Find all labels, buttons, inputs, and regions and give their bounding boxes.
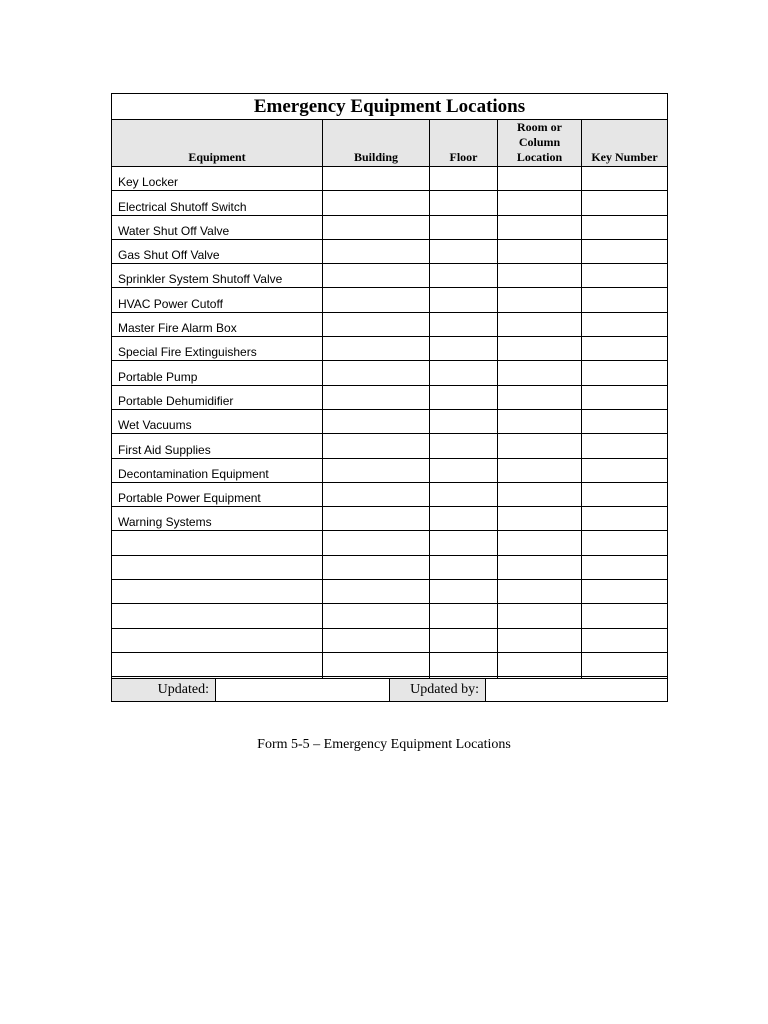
updated-field[interactable] (216, 679, 390, 702)
equipment-cell: Warning Systems (112, 507, 323, 531)
building-cell[interactable] (323, 507, 430, 531)
header-room-line3: Location (516, 150, 563, 164)
building-cell[interactable] (323, 239, 430, 263)
building-cell[interactable] (323, 409, 430, 433)
key-number-cell[interactable] (582, 215, 668, 239)
building-cell[interactable] (323, 652, 430, 676)
equipment-cell: Sprinkler System Shutoff Valve (112, 264, 323, 288)
key-number-cell[interactable] (582, 434, 668, 458)
floor-cell[interactable] (430, 580, 498, 604)
table-row (112, 167, 668, 191)
room-location-cell[interactable] (498, 458, 582, 482)
updated-label: Updated: (112, 679, 216, 702)
floor-cell[interactable] (430, 482, 498, 506)
floor-cell[interactable] (430, 215, 498, 239)
equipment-cell: Wet Vacuums (112, 409, 323, 433)
equipment-cell: First Aid Supplies (112, 434, 323, 458)
room-location-cell[interactable] (498, 385, 582, 409)
table-row (112, 604, 668, 628)
header-room-location (498, 120, 582, 167)
key-number-cell[interactable] (582, 507, 668, 531)
room-location-cell[interactable] (498, 312, 582, 336)
updated-by-field[interactable] (486, 679, 668, 702)
footer-table (111, 678, 668, 702)
equipment-cell: Portable Dehumidifier (112, 385, 323, 409)
room-location-cell[interactable] (498, 555, 582, 579)
key-number-cell[interactable] (582, 288, 668, 312)
floor-cell[interactable] (430, 555, 498, 579)
building-cell[interactable] (323, 288, 430, 312)
room-location-cell[interactable] (498, 191, 582, 215)
table-row (112, 652, 668, 676)
key-number-cell[interactable] (582, 239, 668, 263)
equipment-cell (112, 555, 323, 579)
table-row (112, 531, 668, 555)
key-number-cell[interactable] (582, 482, 668, 506)
key-number-cell[interactable] (582, 264, 668, 288)
table-row (112, 288, 668, 312)
room-location-cell[interactable] (498, 604, 582, 628)
key-number-cell[interactable] (582, 652, 668, 676)
key-number-cell[interactable] (582, 555, 668, 579)
key-number-cell[interactable] (582, 604, 668, 628)
equipment-locations-table (111, 93, 668, 702)
room-location-cell[interactable] (498, 628, 582, 652)
equipment-cell: Gas Shut Off Valve (112, 239, 323, 263)
equipment-cell (112, 531, 323, 555)
table-row (112, 580, 668, 604)
key-number-cell[interactable] (582, 337, 668, 361)
room-location-cell[interactable] (498, 215, 582, 239)
floor-cell[interactable] (430, 385, 498, 409)
building-cell[interactable] (323, 312, 430, 336)
room-location-cell[interactable] (498, 482, 582, 506)
floor-cell[interactable] (430, 628, 498, 652)
floor-cell[interactable] (430, 507, 498, 531)
floor-cell[interactable] (430, 409, 498, 433)
key-number-cell[interactable] (582, 385, 668, 409)
table-row (112, 337, 668, 361)
floor-cell[interactable] (430, 239, 498, 263)
table-row (112, 482, 668, 506)
header-room-line1: Room or (517, 120, 562, 134)
form-caption: Form 5-5 – Emergency Equipment Locations (257, 737, 511, 752)
header-room-line2: Column (518, 135, 561, 149)
building-cell[interactable] (323, 580, 430, 604)
item-rows (112, 167, 668, 702)
floor-cell[interactable] (430, 191, 498, 215)
table-row (112, 264, 668, 288)
floor-cell[interactable] (430, 531, 498, 555)
key-number-cell[interactable] (582, 628, 668, 652)
room-location-cell[interactable] (498, 434, 582, 458)
key-number-cell[interactable] (582, 191, 668, 215)
table-row (112, 385, 668, 409)
equipment-cell (112, 652, 323, 676)
header-floor: Floor (430, 120, 498, 167)
floor-cell[interactable] (430, 312, 498, 336)
table-row (112, 191, 668, 215)
equipment-cell: Decontamination Equipment (112, 458, 323, 482)
building-cell[interactable] (323, 604, 430, 628)
building-cell[interactable] (323, 361, 430, 385)
equipment-cell: HVAC Power Cutoff (112, 288, 323, 312)
key-number-cell[interactable] (582, 361, 668, 385)
equipment-cell: Electrical Shutoff Switch (112, 191, 323, 215)
equipment-cell: Portable Power Equipment (112, 482, 323, 506)
table-row (112, 239, 668, 263)
table-row (112, 215, 668, 239)
floor-cell[interactable] (430, 434, 498, 458)
equipment-cell (112, 628, 323, 652)
floor-cell[interactable] (430, 604, 498, 628)
room-location-cell[interactable] (498, 652, 582, 676)
floor-cell[interactable] (430, 288, 498, 312)
key-number-cell[interactable] (582, 531, 668, 555)
building-cell[interactable] (323, 385, 430, 409)
table-row (112, 507, 668, 531)
room-location-cell[interactable] (498, 507, 582, 531)
equipment-cell: Water Shut Off Valve (112, 215, 323, 239)
room-location-cell[interactable] (498, 167, 582, 191)
building-cell[interactable] (323, 167, 430, 191)
building-cell[interactable] (323, 264, 430, 288)
building-cell[interactable] (323, 458, 430, 482)
room-location-cell[interactable] (498, 239, 582, 263)
floor-cell[interactable] (430, 167, 498, 191)
floor-cell[interactable] (430, 361, 498, 385)
updated-by-label: Updated by: (390, 679, 486, 702)
key-number-cell[interactable] (582, 580, 668, 604)
building-cell[interactable] (323, 555, 430, 579)
header-key-number: Key Number (582, 120, 668, 167)
building-cell[interactable] (323, 337, 430, 361)
room-location-cell[interactable] (498, 531, 582, 555)
room-location-cell[interactable] (498, 288, 582, 312)
building-cell[interactable] (323, 628, 430, 652)
equipment-cell (112, 580, 323, 604)
building-cell[interactable] (323, 191, 430, 215)
equipment-cell: Master Fire Alarm Box (112, 312, 323, 336)
building-cell[interactable] (323, 215, 430, 239)
equipment-cell: Portable Pump (112, 361, 323, 385)
table-row (112, 555, 668, 579)
room-location-cell[interactable] (498, 337, 582, 361)
key-number-cell[interactable] (582, 312, 668, 336)
key-number-cell[interactable] (582, 167, 668, 191)
key-number-cell[interactable] (582, 458, 668, 482)
room-location-cell[interactable] (498, 409, 582, 433)
table-row (112, 409, 668, 433)
building-cell[interactable] (323, 482, 430, 506)
equipment-cell (112, 604, 323, 628)
floor-cell[interactable] (430, 458, 498, 482)
room-location-cell[interactable] (498, 264, 582, 288)
equipment-cell: Special Fire Extinguishers (112, 337, 323, 361)
equipment-cell: Key Locker (112, 167, 323, 191)
table-row (112, 628, 668, 652)
floor-cell[interactable] (430, 652, 498, 676)
header-equipment: Equipment (112, 120, 323, 167)
building-cell[interactable] (323, 531, 430, 555)
table-row (112, 458, 668, 482)
form-title: Emergency Equipment Locations (112, 94, 668, 120)
floor-cell[interactable] (430, 264, 498, 288)
table-row (112, 434, 668, 458)
floor-cell[interactable] (430, 337, 498, 361)
table-row (112, 312, 668, 336)
header-building: Building (323, 120, 430, 167)
room-location-cell[interactable] (498, 580, 582, 604)
room-location-cell[interactable] (498, 361, 582, 385)
building-cell[interactable] (323, 434, 430, 458)
key-number-cell[interactable] (582, 409, 668, 433)
table-row (112, 361, 668, 385)
